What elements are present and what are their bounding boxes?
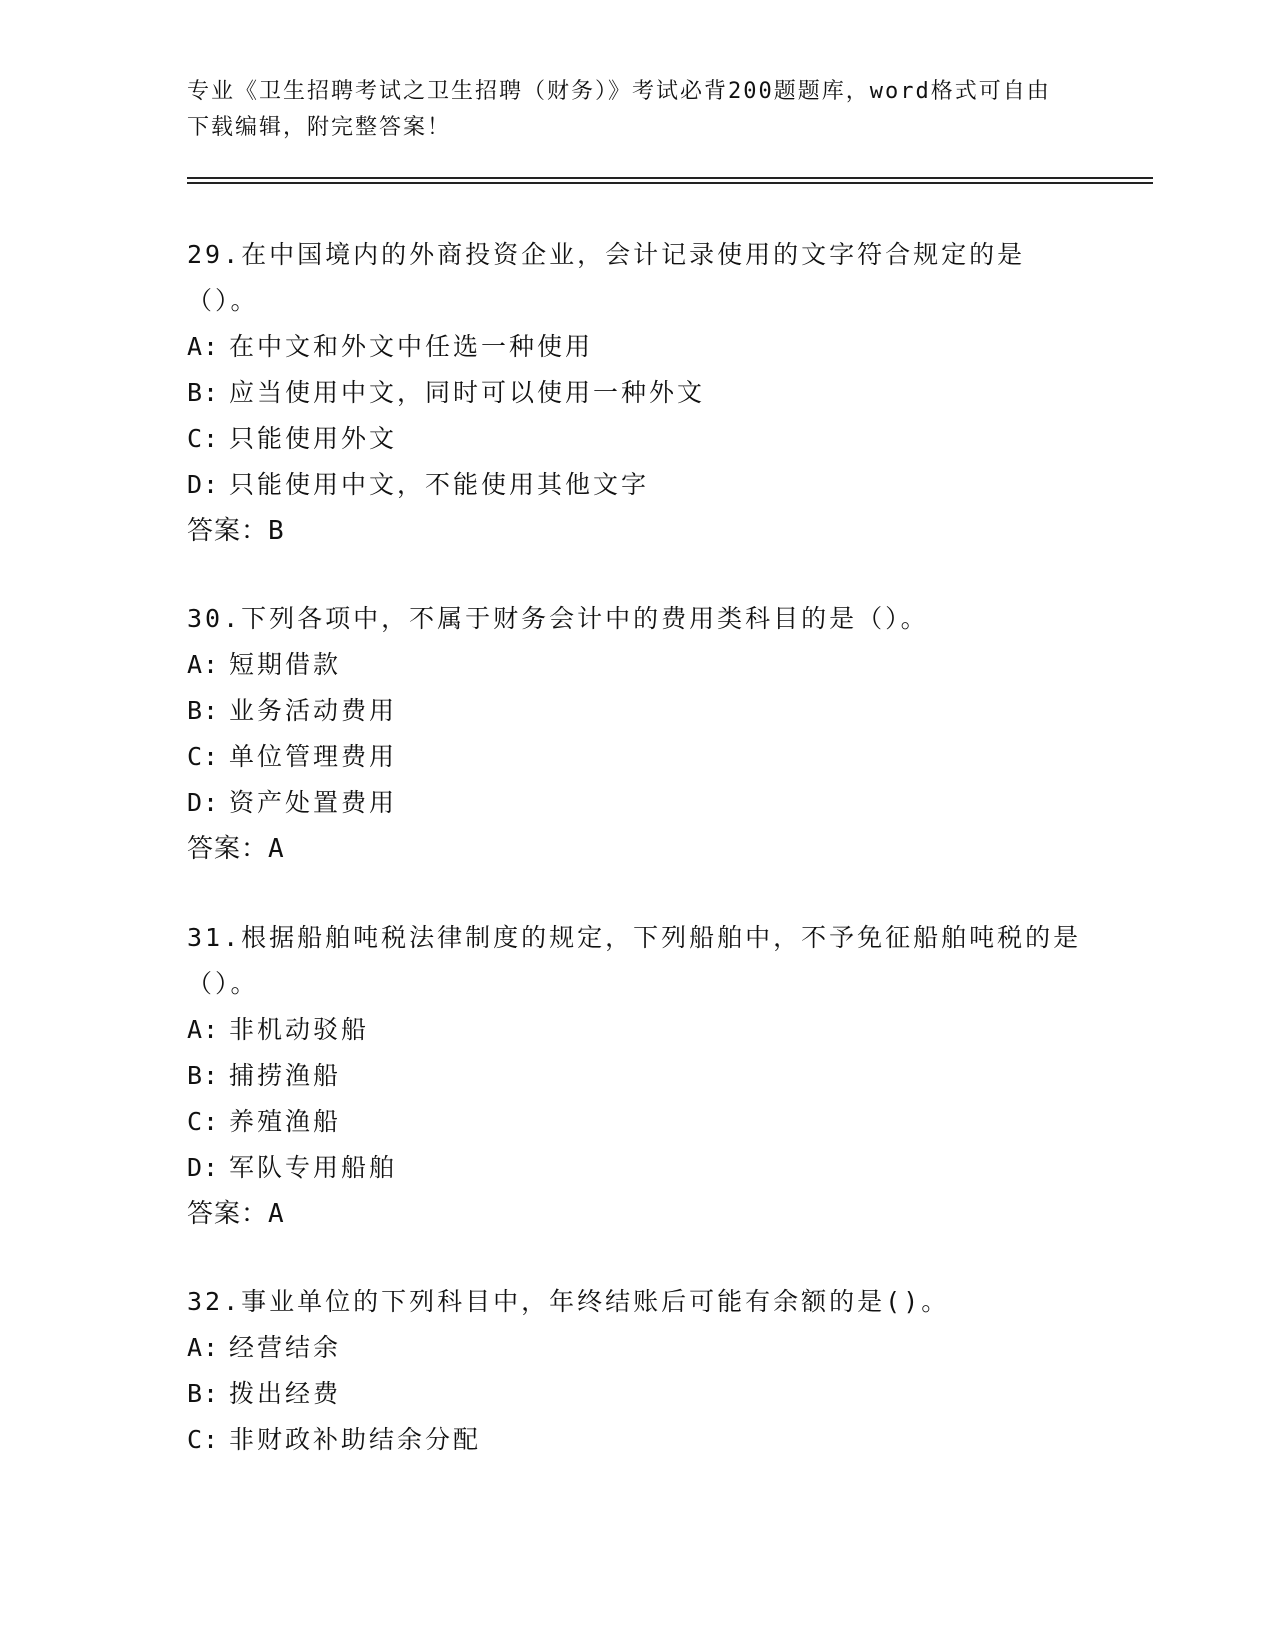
answer-value: A	[268, 1199, 285, 1229]
option-a	[187, 1007, 1087, 1053]
question-stem: 31.根据船舶吨税法律制度的规定，下列船舶中，不予免征船舶吨税的是（）。	[187, 923, 1082, 998]
option-key: A:	[187, 1333, 220, 1362]
answer-value: A	[268, 834, 285, 864]
answer-label: 答案：	[187, 834, 269, 864]
question-30	[187, 596, 1087, 872]
option-b	[187, 370, 1087, 416]
option-key: A:	[187, 332, 220, 361]
answer-value: B	[268, 516, 285, 546]
option-key: D:	[187, 1153, 220, 1182]
question-31	[187, 915, 1087, 1237]
option-text: 资产处置费用	[229, 788, 398, 817]
option-text: 捕捞渔船	[229, 1061, 342, 1090]
option-text: 只能使用外文	[229, 424, 398, 453]
option-key: C:	[187, 1107, 220, 1136]
option-key: D:	[187, 788, 220, 817]
option-text: 单位管理费用	[229, 742, 398, 771]
question-stem: 29.在中国境内的外商投资企业，会计记录使用的文字符合规定的是（）。	[187, 240, 1026, 315]
document-header	[187, 74, 1067, 146]
option-a	[187, 324, 1087, 370]
answer-line	[187, 508, 1087, 554]
question-32	[187, 1279, 1087, 1463]
option-key: B:	[187, 696, 220, 725]
option-b	[187, 1371, 1087, 1417]
option-d	[187, 780, 1087, 826]
option-key: A:	[187, 650, 220, 679]
option-key: B:	[187, 378, 220, 407]
option-key: C:	[187, 1425, 220, 1454]
option-key: B:	[187, 1061, 220, 1090]
option-a	[187, 642, 1087, 688]
option-text: 经营结余	[229, 1333, 342, 1362]
option-c	[187, 1417, 1087, 1463]
answer-label: 答案：	[187, 516, 269, 546]
option-d	[187, 1145, 1087, 1191]
header-divider-bottom	[187, 182, 1153, 184]
answer-line	[187, 1191, 1087, 1237]
option-text: 应当使用中文，同时可以使用一种外文	[229, 378, 706, 407]
option-text: 业务活动费用	[229, 696, 398, 725]
option-key: B:	[187, 1379, 220, 1408]
header-intro-text: 专业《卫生招聘考试之卫生招聘（财务）》考试必背200题题库，word格式可自由下载编辑，附完整答案！	[187, 79, 1051, 140]
option-c	[187, 734, 1087, 780]
question-29	[187, 232, 1087, 554]
option-text: 拨出经费	[229, 1379, 342, 1408]
answer-line	[187, 826, 1087, 872]
option-text: 非财政补助结余分配	[229, 1425, 482, 1454]
answer-label: 答案：	[187, 1199, 269, 1229]
option-c	[187, 1099, 1087, 1145]
option-d	[187, 462, 1087, 508]
option-text: 军队专用船舶	[229, 1153, 398, 1182]
option-text: 非机动驳船	[229, 1015, 370, 1044]
option-key: A:	[187, 1015, 220, 1044]
option-text: 只能使用中文，不能使用其他文字	[229, 470, 650, 499]
question-stem: 32.事业单位的下列科目中，年终结账后可能有余额的是()。	[187, 1287, 950, 1316]
option-key: C:	[187, 742, 220, 771]
option-text: 养殖渔船	[229, 1107, 342, 1136]
option-b	[187, 688, 1087, 734]
option-b	[187, 1053, 1087, 1099]
option-text: 在中文和外文中任选一种使用	[229, 332, 594, 361]
option-key: C:	[187, 424, 220, 453]
option-a	[187, 1325, 1087, 1371]
header-divider-top	[187, 177, 1153, 179]
option-c	[187, 416, 1087, 462]
option-key: D:	[187, 470, 220, 499]
question-stem: 30.下列各项中，不属于财务会计中的费用类科目的是（）。	[187, 604, 929, 633]
option-text: 短期借款	[229, 650, 342, 679]
